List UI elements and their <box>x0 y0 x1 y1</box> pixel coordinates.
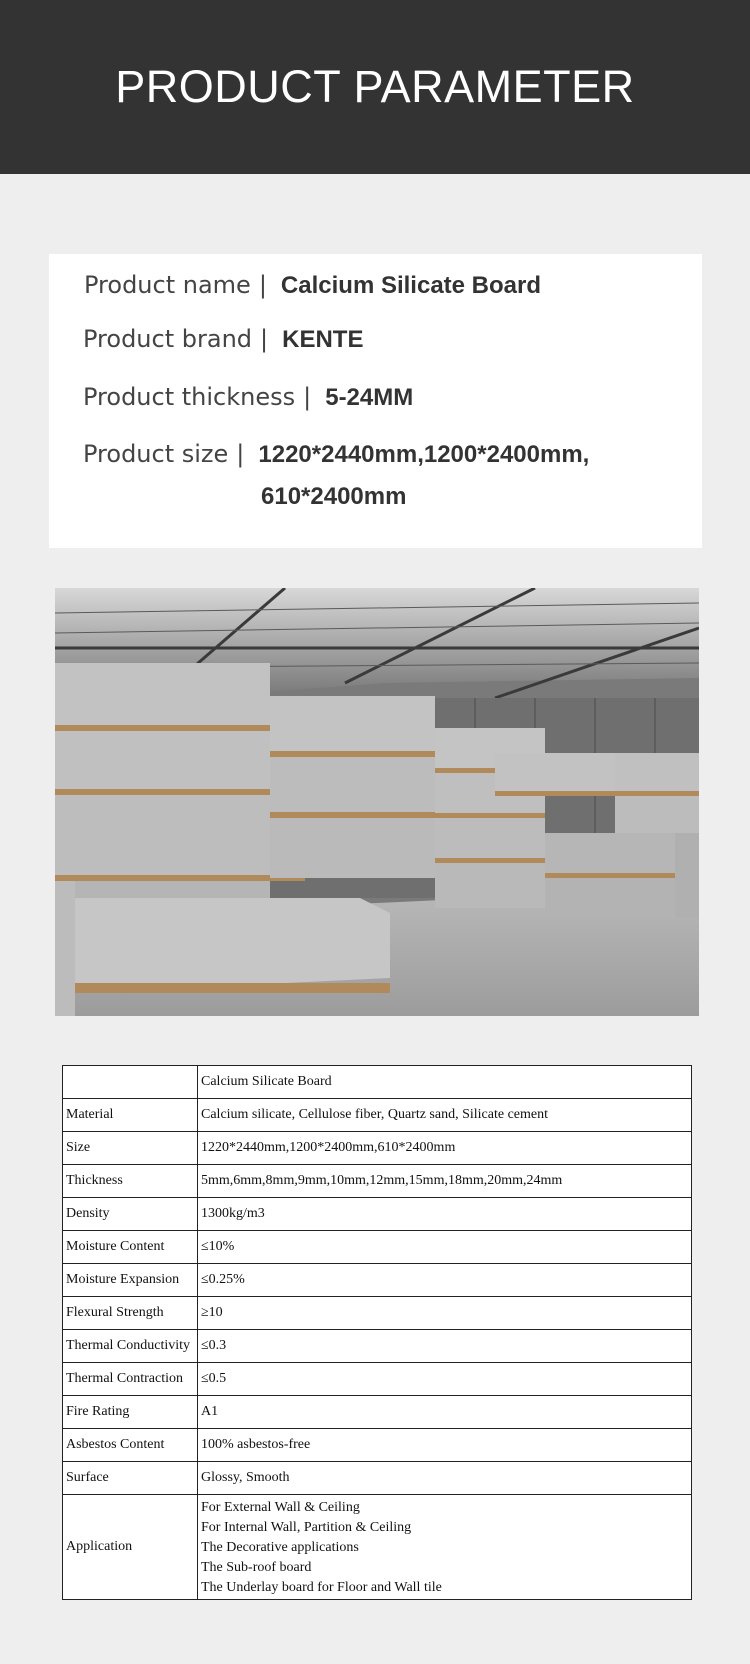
table-key: Thermal Contraction <box>63 1363 198 1396</box>
table-row <box>63 1165 692 1198</box>
table-value: ≤0.5 <box>198 1363 692 1396</box>
info-value: KENTE <box>282 326 364 353</box>
table-row <box>63 1429 692 1462</box>
info-separator: | <box>303 383 312 411</box>
product-info-card <box>49 254 702 548</box>
info-label: Product brand <box>83 325 253 353</box>
table-row <box>63 1099 692 1132</box>
warehouse-photo <box>55 588 699 1016</box>
application-item: For Internal Wall, Partition & Ceiling <box>201 1520 412 1535</box>
table-key: Flexural Strength <box>63 1297 198 1330</box>
table-key: Fire Rating <box>63 1396 198 1429</box>
table-row <box>63 1363 692 1396</box>
info-separator: | <box>236 440 245 468</box>
application-item: For External Wall & Ceiling <box>201 1500 360 1515</box>
table-key: Thermal Conductivity <box>63 1330 198 1363</box>
table-row <box>63 1462 692 1495</box>
table-value: 100% asbestos-free <box>198 1429 692 1462</box>
application-list <box>198 1495 692 1600</box>
page-header <box>0 0 750 174</box>
application-item: The Underlay board for Floor and Wall tile <box>201 1580 442 1595</box>
table-key <box>63 1066 198 1099</box>
table-key: Size <box>63 1132 198 1165</box>
table-value: Calcium silicate, Cellulose fiber, Quartz sand, Silicate cement <box>198 1099 692 1132</box>
info-value: Calcium Silicate Board <box>280 272 542 299</box>
table-row <box>63 1198 692 1231</box>
table-value: ≥10 <box>198 1297 692 1330</box>
table-value: A1 <box>198 1396 692 1429</box>
table-row-application <box>63 1495 692 1600</box>
table-row <box>63 1396 692 1429</box>
page-title: PRODUCT PARAMETER <box>115 61 635 112</box>
application-item: The Decorative applications <box>201 1540 359 1555</box>
table-value: 1300kg/m3 <box>198 1198 692 1231</box>
info-label: Product size <box>83 440 229 468</box>
table-row <box>63 1330 692 1363</box>
info-value-size-line2: 610*2400mm <box>261 483 407 510</box>
table-row <box>63 1297 692 1330</box>
table-key: Moisture Expansion <box>63 1264 198 1297</box>
info-row-size <box>83 440 589 469</box>
table-row <box>63 1264 692 1297</box>
info-label: Product thickness <box>83 383 296 411</box>
info-row-brand <box>83 325 363 354</box>
table-value: 1220*2440mm,1200*2400mm,610*2400mm <box>198 1132 692 1165</box>
table-row <box>63 1231 692 1264</box>
table-row <box>63 1132 692 1165</box>
table-value: Calcium Silicate Board <box>198 1066 692 1099</box>
table-value: ≤0.25% <box>198 1264 692 1297</box>
table-key: Asbestos Content <box>63 1429 198 1462</box>
table-value: Glossy, Smooth <box>198 1462 692 1495</box>
table-key: Density <box>63 1198 198 1231</box>
warehouse-illustration <box>55 588 699 1016</box>
info-separator: | <box>260 325 269 353</box>
table-value: ≤10% <box>198 1231 692 1264</box>
info-value: 1220*2440mm,1200*2400mm, <box>258 441 590 468</box>
table-row <box>63 1066 692 1099</box>
info-row-name <box>84 271 541 300</box>
table-value: 5mm,6mm,8mm,9mm,10mm,12mm,15mm,18mm,20mm,24mm <box>198 1165 692 1198</box>
table-key: Material <box>63 1099 198 1132</box>
info-label: Product name <box>84 271 251 299</box>
table-key: Thickness <box>63 1165 198 1198</box>
table-value: ≤0.3 <box>198 1330 692 1363</box>
table-key: Moisture Content <box>63 1231 198 1264</box>
info-row-thickness <box>83 383 413 412</box>
table-key: Application <box>63 1495 198 1600</box>
table-key: Surface <box>63 1462 198 1495</box>
application-item: The Sub-roof board <box>201 1560 312 1575</box>
specification-table <box>62 1065 692 1600</box>
info-separator: | <box>258 271 267 299</box>
info-value: 5-24MM <box>325 384 414 411</box>
